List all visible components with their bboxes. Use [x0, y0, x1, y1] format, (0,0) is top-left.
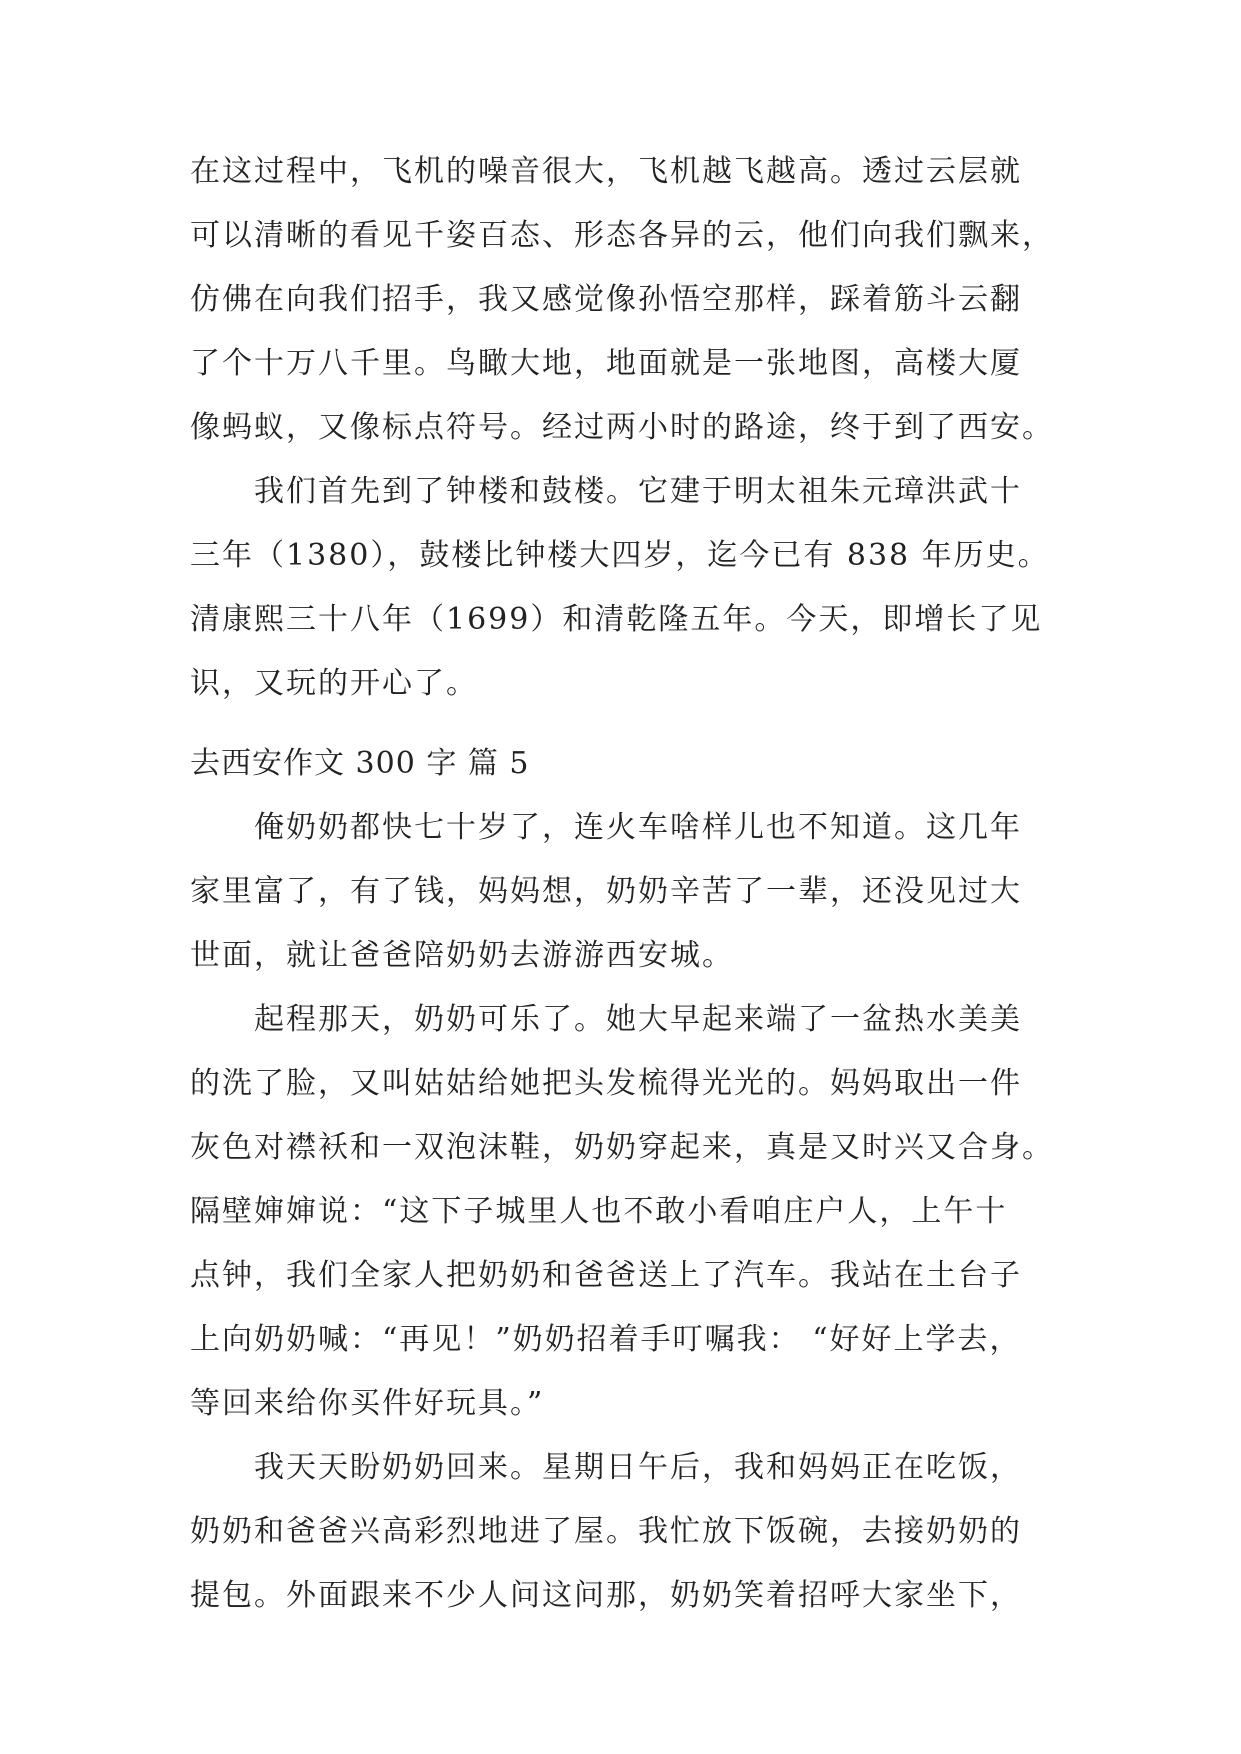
text-line: 灰色对襟袄和一双泡沫鞋，奶奶穿起来，真是又时兴又合身。	[190, 1130, 1054, 1165]
text-line: 的洗了脸，又叫姑姑给她把头发梳得光光的。妈妈取出一件	[190, 1066, 1022, 1101]
paragraph-departure	[190, 988, 1060, 1436]
text-line: 像蚂蚁，又像标点符号。经过两小时的路途，终于到了西安。	[190, 410, 1054, 445]
text-line: 家里富了，有了钱，妈妈想，奶奶辛苦了一辈，还没见过大	[190, 874, 1022, 909]
text-line: 点钟，我们全家人把奶奶和爸爸送上了汽车。我站在土台子	[190, 1258, 1022, 1293]
paragraph-bell-tower	[190, 460, 1060, 716]
text-line: 清康熙三十八年（1699）和清乾隆五年。今天，即增长了见	[190, 602, 1043, 637]
paragraph-grandma-intro	[190, 796, 1060, 988]
text-line: 可以清晰的看见千姿百态、形态各异的云，他们向我们飘来，	[190, 218, 1054, 253]
essay-title: 去西安作文 300 字 篇 5	[190, 746, 530, 781]
text-line: 俺奶奶都快七十岁了，连火车啥样儿也不知道。这几年	[254, 810, 1022, 845]
section-heading	[190, 732, 1060, 796]
text-line: 等回来给你买件好玩具。”	[190, 1386, 545, 1421]
text-line: 我天天盼奶奶回来。星期日午后，我和妈妈正在吃饭，	[254, 1450, 1022, 1485]
paragraph-flight	[190, 140, 1060, 460]
text-line: 隔壁婶婶说：“这下子城里人也不敢小看咱庄户人，上午十	[190, 1194, 1008, 1229]
text-line: 起程那天，奶奶可乐了。她大早起来端了一盆热水美美	[254, 1002, 1022, 1037]
text-line: 提包。外面跟来不少人问这问那，奶奶笑着招呼大家坐下，	[190, 1578, 1022, 1613]
text-line: 在这过程中，飞机的噪音很大，飞机越飞越高。透过云层就	[190, 154, 1022, 189]
paragraph-return	[190, 1436, 1060, 1628]
text-line: 仿佛在向我们招手，我又感觉像孙悟空那样，踩着筋斗云翻	[190, 282, 1022, 317]
text-line: 上向奶奶喊：“再见！”奶奶招着手叮嘱我： “好好上学去，	[190, 1322, 1022, 1357]
text-line: 我们首先到了钟楼和鼓楼。它建于明太祖朱元璋洪武十	[254, 474, 1022, 509]
text-line: 世面，就让爸爸陪奶奶去游游西安城。	[190, 938, 734, 973]
text-line: 奶奶和爸爸兴高彩烈地进了屋。我忙放下饭碗，去接奶奶的	[190, 1514, 1022, 1549]
text-line: 三年（1380），鼓楼比钟楼大四岁，迄今已有 838 年历史。	[190, 538, 1050, 573]
text-line: 识，又玩的开心了。	[190, 666, 478, 701]
text-line: 了个十万八千里。鸟瞰大地，地面就是一张地图，高楼大厦	[190, 346, 1022, 381]
